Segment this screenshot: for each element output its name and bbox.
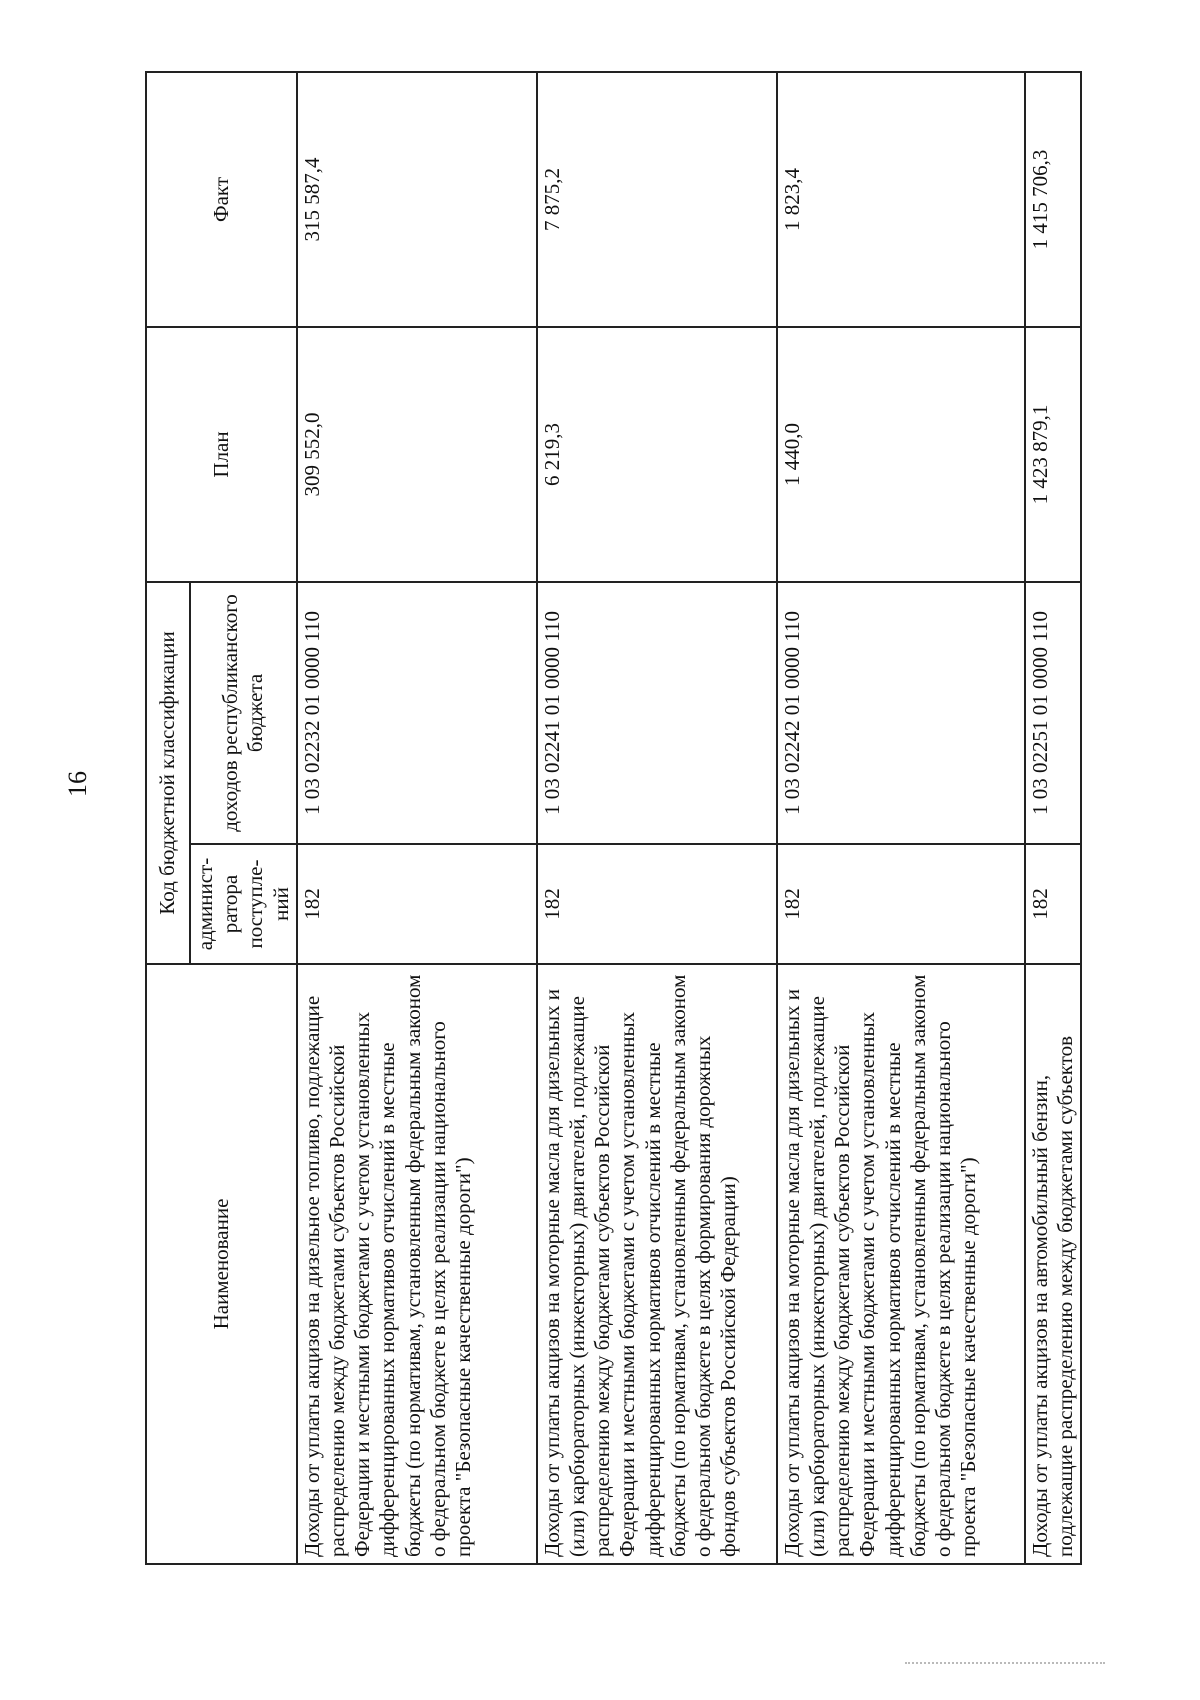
row-income-code: 1 03 02242 01 0000 110 xyxy=(777,582,1025,844)
budget-revenue-table xyxy=(145,71,1082,1565)
header-code-group: Код бюджетной классификации xyxy=(146,582,190,964)
row-plan: 1 440,0 xyxy=(777,327,1025,582)
rotated-page-content xyxy=(145,73,1077,1565)
row-income-code: 1 03 02241 01 0000 110 xyxy=(537,582,777,844)
row-name: Доходы от уплаты акцизов на моторные масла для дизельных и (или) карбюраторных (инжекторных) двигателей, подлежащие распределению между бюджетами субъектов Российской Федерации и местными бюджетами с учетом установленных дифференцированных нормативов отчислений в местные бюджеты (по нормативам, установленным федеральным законом о федеральном бюджете в целях реализации национального проекта "Безопасные качественные дороги") xyxy=(777,964,1025,1564)
row-fact: 315 587,4 xyxy=(297,72,537,327)
table-row xyxy=(537,72,777,1564)
row-admin-code: 182 xyxy=(297,844,537,964)
row-plan: 309 552,0 xyxy=(297,327,537,582)
header-fact: Факт xyxy=(146,72,297,327)
row-name: Доходы от уплаты акцизов на дизельное топливо, подлежащие распределению между бюджетами субъектов Российской Федерации и местными бюджетами с учетом установленных дифференцированных нормативов отчислений в местные бюджеты (по нормативам, установленным федеральным законом о федеральном бюджете в целях реализации национального проекта "Безопасные качественные дороги") xyxy=(297,964,537,1564)
table-row xyxy=(297,72,537,1564)
row-name: Доходы от уплаты акцизов на моторные масла для дизельных и (или) карбюраторных (инжекторных) двигателей, подлежащие распределению между бюджетами субъектов Российской Федерации и местными бюджетами с учетом установленных дифференцированных нормативов отчислений в местные бюджеты (по нормативам, установленным федеральным законом о федеральном бюджете в целях формирования дорожных фондов субъектов Российской Федерации) xyxy=(537,964,777,1564)
table-row xyxy=(777,72,1025,1564)
header-income: доходов республиканского бюджета xyxy=(190,582,297,844)
scan-edge-marks xyxy=(905,1662,1105,1670)
row-fact: 7 875,2 xyxy=(537,72,777,327)
table-row xyxy=(1025,72,1081,1564)
row-income-code: 1 03 02232 01 0000 110 xyxy=(297,582,537,844)
row-name: Доходы от уплаты акцизов на автомобильный бензин, подлежащие распределению между бюджетами субъектов xyxy=(1025,964,1081,1564)
row-admin-code: 182 xyxy=(537,844,777,964)
page-number: 16 xyxy=(63,771,92,797)
row-plan: 1 423 879,1 xyxy=(1025,327,1081,582)
row-fact: 1 415 706,3 xyxy=(1025,72,1081,327)
header-plan: План xyxy=(146,327,297,582)
header-name: Наименование xyxy=(146,964,297,1564)
header-admin: админист-ратора поступле-ний xyxy=(190,844,297,964)
header-row-top xyxy=(146,72,190,1564)
row-plan: 6 219,3 xyxy=(537,327,777,582)
row-income-code: 1 03 02251 01 0000 110 xyxy=(1025,582,1081,844)
row-admin-code: 182 xyxy=(777,844,1025,964)
row-admin-code: 182 xyxy=(1025,844,1081,964)
row-fact: 1 823,4 xyxy=(777,72,1025,327)
